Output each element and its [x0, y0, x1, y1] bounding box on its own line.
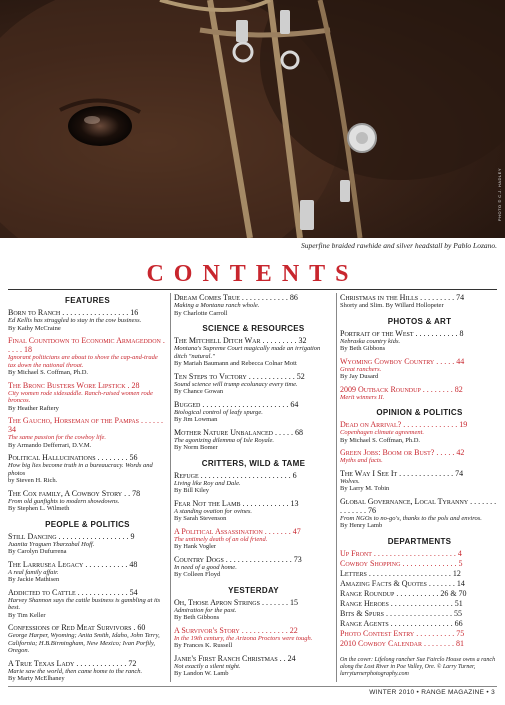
article-description: Sound science will trump ecolunacy every time.: [174, 380, 298, 388]
article-description: Wolves.: [340, 477, 360, 485]
article-title[interactable]: Addicted to Cattle . . . . . . . . . . . . . 54: [8, 587, 138, 597]
article-title[interactable]: Mother Nature Unbalanced . . . . . 68: [174, 427, 303, 437]
article-entry[interactable]: [174, 471, 333, 495]
article-byline: By Henry Lamb: [340, 522, 383, 529]
article-byline: by Steven H. Rich.: [8, 477, 58, 484]
article-description: Admiration for the past.: [174, 606, 237, 614]
article-description: George Harper, Wyoming; Anita Smith, Idaho, John Terry, California; H.B.Birmingham, New Mexico; Ivan Porfily, Oregon.: [8, 632, 160, 654]
article-title[interactable]: The Cox family, A Cowboy Story . . 78: [8, 488, 141, 498]
article-entry[interactable]: [174, 598, 333, 622]
article-byline: By Beth Gibbons: [340, 345, 386, 352]
photo-caption: Superfine braided rawhide and silver headstall by Pablo Lozano.: [300, 241, 497, 250]
section-heading: OPINION & POLITICS: [376, 408, 463, 417]
article-byline: By Marty McElhaney: [8, 675, 65, 682]
article-byline: By Jay Dusard: [340, 373, 379, 380]
article-entry[interactable]: [174, 654, 333, 678]
article-byline: By Chance Gowan: [174, 388, 224, 395]
article-entry[interactable]: [174, 293, 333, 317]
article-byline: By Larry M. Tobin: [340, 485, 390, 492]
article-title[interactable]: The Way I See It . . . . . . . . . . . . . . 74: [340, 468, 464, 478]
column-divider: [170, 293, 171, 682]
article-byline: By Beth Gibbons: [174, 614, 220, 621]
section-heading: PEOPLE & POLITICS: [45, 519, 130, 529]
article-title[interactable]: Born to Ranch . . . . . . . . . . . . . . . . . 16: [8, 308, 139, 317]
footer-rule: [8, 686, 497, 687]
article-description: Living like Roy and Dale.: [174, 479, 241, 487]
article-entry[interactable]: [174, 499, 333, 523]
article-description: From NGOs to no-go's, thanks to the pols and enviros.: [340, 514, 482, 522]
article-description: City women rode sidesaddle. Ranch-raised women rode broncos.: [8, 389, 153, 404]
article-title[interactable]: The Gaucho, Horseman of the Pampas . . . . . . 34: [8, 416, 164, 434]
article-title[interactable]: Wyoming Cowboy Country . . . . . 44: [340, 356, 465, 366]
article-title[interactable]: Ten Steps to Victory . . . . . . . . . . . . 52: [174, 371, 305, 381]
cover-note: On the cover: Lifelong rancher Sue Fairclo House owns a ranch along the Lost River in Poe Valley, Ore. © Larry Turner, larryturnerphotography.com: [340, 656, 496, 677]
article-description: In need of a good home.: [174, 563, 237, 571]
article-entry[interactable]: [174, 555, 333, 579]
contents-column-2: [174, 293, 333, 682]
article-description: Biological control of leafy spurge.: [174, 408, 263, 416]
article-title[interactable]: Country Dogs . . . . . . . . . . . . . . . . . 73: [174, 554, 302, 564]
article-byline: By Carolyn Dufurrena: [8, 548, 67, 555]
department-item[interactable]: Photo Contest Entry . . . . . . . . . . 75: [340, 628, 465, 638]
department-item[interactable]: Range Roundup . . . . . . . . . . . 26 & 70: [340, 588, 467, 598]
article-description: From old gunfights to modern showdowns.: [8, 497, 120, 505]
department-item[interactable]: Amazing Facts & Quotes . . . . . . . 14: [340, 578, 465, 588]
page-footer: WINTER 2010 • RANGE MAGAZINE • 3: [369, 689, 495, 696]
article-title[interactable]: Global Governance, Local Tyranny . . . . . . . . . . . . . . 76: [340, 496, 497, 515]
article-title[interactable]: Oh, Those Apron Strings . . . . . . . 15: [174, 597, 298, 607]
article-description: Marie saw the world, then came home to the ranch.: [8, 667, 143, 675]
article-byline: By Mariah Baumann and Rebecca Colnar Mott: [174, 360, 297, 367]
article-description: Making a Montana ranch whole.: [174, 302, 260, 309]
article-description: A standing ovation for ovines.: [174, 507, 253, 515]
department-item[interactable]: 2010 Cowboy Calendar . . . . . . . . 81: [340, 638, 464, 648]
article-byline: By Frances K. Russell: [174, 642, 233, 649]
section-heading: PHOTOS & ART: [387, 316, 452, 326]
section-heading: CRITTERS, WILD & TAME: [201, 458, 306, 468]
article-entry[interactable]: [8, 588, 167, 620]
article-byline: By Colleen Floyd: [174, 571, 221, 578]
article-entry[interactable]: [174, 527, 333, 551]
article-entry[interactable]: [174, 372, 333, 396]
photo-credit: PHOTO © C.J. HADLEY: [497, 168, 502, 222]
department-item[interactable]: Bits & Spurs . . . . . . . . . . . . . . . . . 55: [340, 608, 463, 618]
article-description: Merit winners II.: [340, 393, 385, 401]
article-title[interactable]: Confessions of Red Meat Survivors . 60: [8, 623, 146, 632]
article-entry[interactable]: [8, 336, 167, 377]
contents-column-1: [8, 293, 167, 687]
article-entry[interactable]: [174, 400, 333, 424]
article-byline: By Tim Keller: [8, 611, 46, 619]
article-byline: By Bill Kiley: [174, 487, 210, 494]
article-entry[interactable]: [340, 385, 499, 402]
article-entry[interactable]: [174, 626, 333, 650]
article-byline: By Kathy McCraine: [8, 324, 61, 332]
article-entry[interactable]: [8, 489, 167, 513]
article-byline: Shorty and Slim. By Willard Hollopeter: [340, 302, 444, 309]
article-title[interactable]: The Bronc Busters Wore Lipstick . 28: [8, 380, 140, 390]
article-title[interactable]: 2009 Outback Roundup . . . . . . . . 82: [340, 384, 463, 394]
article-entry[interactable]: [8, 416, 167, 449]
article-title[interactable]: The Larrusea Legacy . . . . . . . . . . . 48: [8, 559, 138, 569]
article-description: Ed Kellis has struggled to stay in the cow business.: [8, 317, 142, 324]
article-byline: By Stephen L. Wilmeth: [8, 505, 70, 512]
department-item[interactable]: Letters . . . . . . . . . . . . . . . . . . . . . 12: [340, 568, 461, 578]
article-description: Ignorant politicians are about to shove the cap-and-trade tax down the national throat.: [8, 354, 158, 369]
article-byline: By Hank Vogler: [174, 543, 217, 550]
horse-headstall-illustration: [0, 0, 505, 238]
article-description: How big lies become truth in a bureaucracy. Words and photos: [8, 462, 153, 477]
article-description: Nebraska country kids.: [340, 337, 401, 345]
article-entry[interactable]: [8, 659, 167, 683]
article-title[interactable]: Fear Not the Lamb . . . . . . . . . . . . 13: [174, 498, 299, 508]
article-title[interactable]: A Survivor's Story . . . . . . . . . . . . 22: [174, 625, 298, 635]
article-entry[interactable]: [8, 560, 167, 584]
article-title[interactable]: Refuge . . . . . . . . . . . . . . . . . . . . . . . 6: [174, 470, 297, 480]
article-description: Montana's Supreme Court magically made an irrigation ditch "natural.": [174, 345, 321, 360]
title-rule: [8, 289, 497, 290]
article-entry[interactable]: [8, 308, 167, 332]
article-description: A real family affair.: [8, 568, 59, 576]
article-description: Juanita Yraguen Ybarzabal Hoff.: [8, 540, 95, 548]
article-entry[interactable]: [174, 336, 333, 368]
article-title[interactable]: Still Dancing . . . . . . . . . . . . . . . . . . 9: [8, 531, 135, 541]
article-byline: By Jim Lowman: [174, 416, 218, 423]
article-description: Not exactly a silent night.: [174, 662, 241, 670]
page-title: CONTENTS: [146, 261, 359, 287]
department-item[interactable]: Cowboy Shopping . . . . . . . . . . . . . . 5: [340, 558, 463, 568]
article-title[interactable]: Portrait of the West . . . . . . . . . . . 8: [340, 328, 464, 338]
article-title[interactable]: Final Countdown to Economic Armageddon . . . . . 18: [8, 336, 165, 354]
article-title[interactable]: A Political Assassination . . . . . . . 47: [174, 526, 301, 536]
article-title[interactable]: Green Jobs: Boom or Bust? . . . . . 42: [340, 448, 465, 457]
article-title[interactable]: Dead on Arrival? . . . . . . . . . . . . . . 19: [340, 420, 468, 429]
article-entry[interactable]: [340, 420, 499, 444]
article-description: Great ranchers.: [340, 365, 382, 373]
article-title[interactable]: Janie's First Ranch Christmas . . 24: [174, 653, 296, 663]
cover-photo: [0, 0, 505, 238]
article-description: The agonizing dilemma of Isle Royale.: [174, 436, 275, 444]
article-byline: By Armando Defferrari, D.V.M.: [8, 441, 92, 449]
article-entry[interactable]: [8, 381, 167, 413]
article-entry[interactable]: [174, 428, 333, 452]
article-title[interactable]: Political Hallucinations . . . . . . . . 56: [8, 453, 138, 462]
section-heading: FEATURES: [65, 296, 110, 305]
article-entry[interactable]: [340, 357, 499, 381]
article-title[interactable]: Dream Comes True . . . . . . . . . . . . 86: [174, 293, 298, 302]
department-item[interactable]: Up Front . . . . . . . . . . . . . . . . . . . . . 4: [340, 548, 462, 558]
column-divider: [336, 293, 337, 682]
article-byline: By Landon W. Lamb: [174, 670, 229, 677]
article-description: Harvey Shannon says the cattle business is gambling at its best.: [8, 596, 161, 611]
department-item[interactable]: Range Agents . . . . . . . . . . . . . . . . 66: [340, 618, 463, 628]
article-byline: By Norm Bomer: [174, 444, 218, 451]
section-heading: SCIENCE & RESOURCES: [202, 324, 305, 333]
contents-column-3: [340, 293, 499, 678]
article-description: Copenhagen climate agreement.: [340, 429, 425, 436]
article-description: The same passion for the cowboy life.: [8, 434, 107, 441]
article-byline: By Sarah Stevenson: [174, 515, 227, 522]
department-item[interactable]: Range Heroes . . . . . . . . . . . . . . . . 51: [340, 598, 463, 608]
article-byline: By Charlotte Carroll: [174, 309, 228, 317]
article-entry[interactable]: [340, 293, 499, 310]
article-entry[interactable]: [340, 448, 499, 465]
article-description: In the 19th century, the Arizona Proctors were tough.: [174, 634, 313, 642]
article-entry[interactable]: [8, 453, 167, 485]
article-title[interactable]: Christmas in the Hills . . . . . . . . . 74: [340, 293, 465, 302]
article-description: Myths and facts.: [340, 457, 383, 464]
article-title[interactable]: The Mitchell Ditch War . . . . . . . . . 32: [174, 336, 307, 345]
article-entry[interactable]: [340, 469, 499, 493]
section-heading: DEPARTMENTS: [387, 536, 452, 546]
article-byline: By Michael S. Coffman, Ph.D.: [8, 369, 89, 376]
section-heading: YESTERDAY: [228, 585, 279, 595]
article-byline: By Michael S. Coffman, Ph.D.: [340, 436, 421, 444]
article-entry[interactable]: [8, 532, 167, 556]
article-byline: By Jackie Mathisen: [8, 576, 60, 583]
article-entry[interactable]: [340, 497, 499, 530]
article-byline: By Heather Raftery: [8, 404, 59, 412]
article-title[interactable]: Bugged . . . . . . . . . . . . . . . . . . . . . . 64: [174, 399, 299, 409]
article-entry[interactable]: [340, 329, 499, 353]
article-title[interactable]: A True Texas Lady . . . . . . . . . . . . . 72: [8, 658, 137, 668]
article-entry[interactable]: [8, 623, 167, 655]
article-description: The untimely death of an old friend.: [174, 535, 268, 543]
